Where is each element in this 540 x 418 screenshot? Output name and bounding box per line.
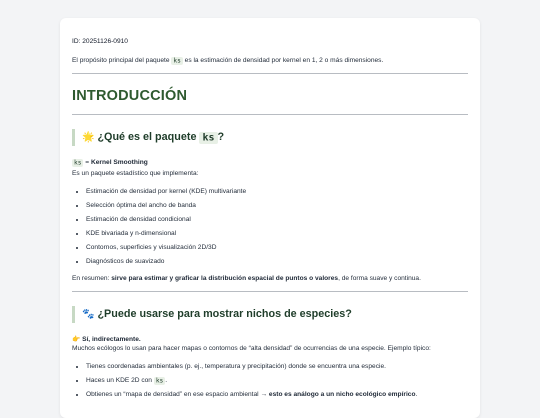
divider bbox=[72, 114, 468, 115]
inline-code: ks bbox=[199, 132, 217, 144]
subheading-nichos-especies: 🐾 ¿Puede usarse para mostrar nichos de especies? bbox=[72, 306, 468, 323]
paw-prints-icon: 🐾 bbox=[82, 309, 95, 320]
intro-paragraph: El propósito principal del paquete ks es la estimación de densidad por kernel en 1, 2 o más dimensiones. bbox=[72, 57, 384, 64]
list-item: • Contornos, superficies y visualización 2D/3D bbox=[86, 243, 468, 252]
inline-code: ks bbox=[173, 57, 181, 64]
summary-paragraph: En resumen: sirve para estimar y graficar la distribución espacial de puntos o valores, de forma suave y continua. bbox=[72, 275, 421, 282]
divider bbox=[72, 291, 468, 292]
list-item: • Estimación de densidad por kernel (KDE) multivariante bbox=[86, 187, 468, 196]
answer-paragraph: Muchos ecólogos lo usan para hacer mapas o contornos de “alta densidad” de ocurrencias de una especie. Ejemplo típico: bbox=[72, 345, 431, 352]
answer-line: 👉 Sí, indirectamente. bbox=[72, 336, 141, 343]
definition-line: ks = Kernel Smoothing bbox=[74, 159, 148, 166]
list-item: • Selección óptima del ancho de banda bbox=[86, 201, 468, 210]
inline-code: ks bbox=[155, 377, 164, 384]
star-icon: 🌟 bbox=[82, 132, 95, 143]
divider bbox=[72, 73, 468, 74]
document-id: ID: 20251126-0910 bbox=[72, 38, 128, 45]
list-item: • Estimación de densidad condicional bbox=[86, 215, 468, 224]
list-item: • Haces un KDE 2D con ks . bbox=[86, 376, 468, 385]
subheading-que-es-ks: 🌟 ¿Qué es el paquete ks ? bbox=[72, 129, 468, 146]
list-item: • KDE bivariada y n-dimensional bbox=[86, 229, 468, 238]
list-item: • Obtienes un “mapa de densidad” en ese espacio ambiental → esto es análogo a un nicho ecológico empírico. bbox=[86, 390, 468, 399]
list-item: • Tienes coordenadas ambientales (p. ej., temperatura y precipitación) donde se encuentra una especie. bbox=[86, 362, 468, 371]
inline-code: ks bbox=[74, 159, 82, 166]
pointing-hand-icon: 👉 bbox=[72, 336, 81, 343]
example-list bbox=[86, 362, 468, 399]
list-item: • Diagnósticos de suavizado bbox=[86, 257, 468, 266]
feature-list bbox=[86, 187, 468, 266]
section-heading-introduccion: INTRODUCCIÓN bbox=[72, 88, 188, 104]
definition-description: Es un paquete estadístico que implementa: bbox=[72, 170, 199, 177]
document-page bbox=[60, 18, 480, 418]
